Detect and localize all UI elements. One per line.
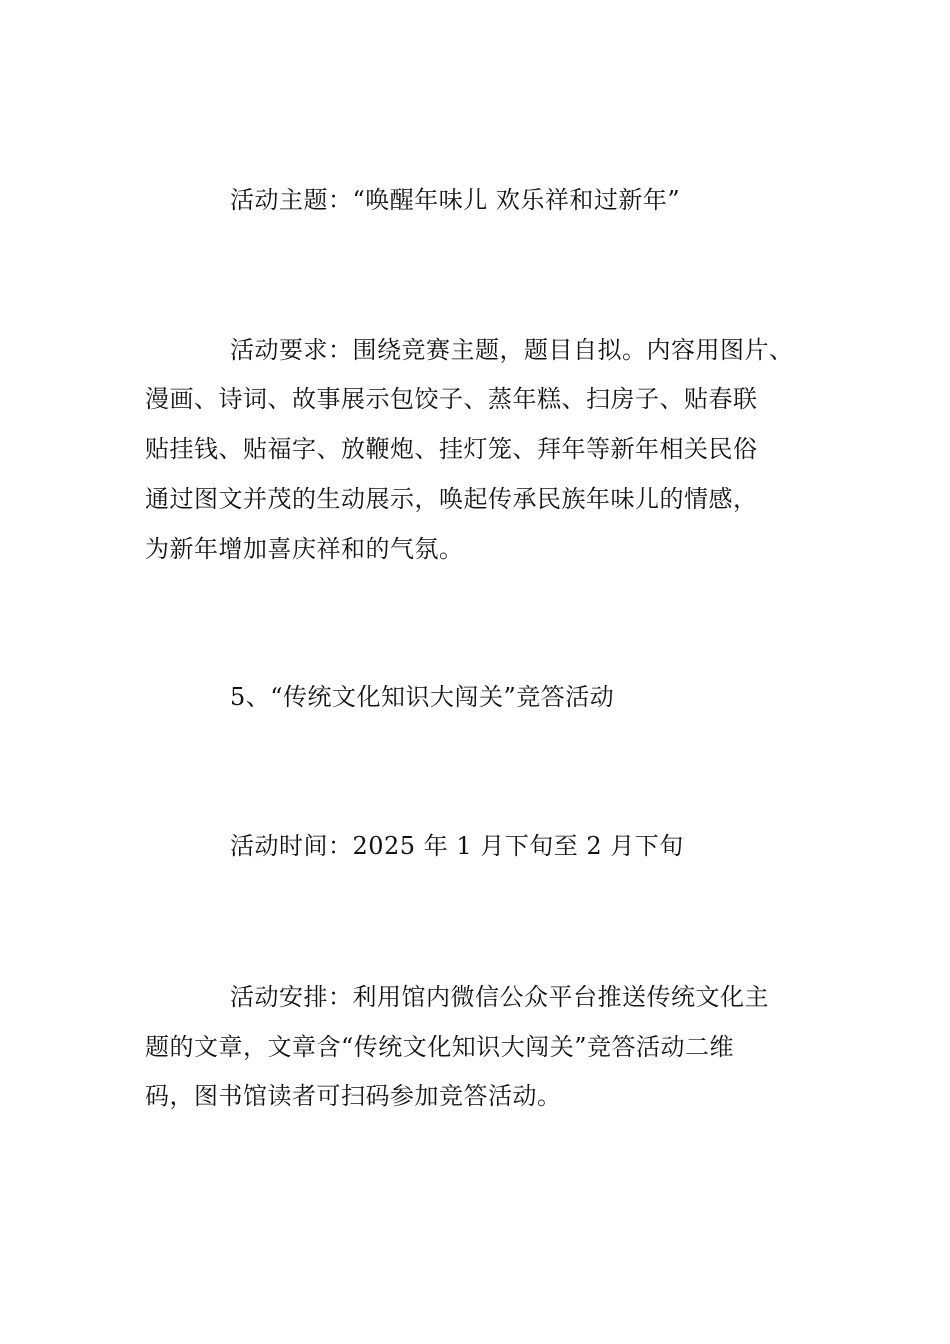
paragraph-line: 活动安排：利用馆内微信公众平台推送传统文化主: [230, 983, 769, 1011]
section-heading: 5、“传统文化知识大闯关”竞答活动: [230, 683, 615, 711]
paragraph-line: 通过图文并茂的生动展示，唤起传承民族年味儿的情感，: [145, 485, 758, 513]
paragraph-line: 贴挂钱、贴福字、放鞭炮、挂灯笼、拜年等新年相关民俗: [145, 435, 758, 463]
paragraph-line: 题的文章，文章含“传统文化知识大闯关”竞答活动二维: [145, 1033, 735, 1061]
paragraph-line: 码，图书馆读者可扫码参加竞答活动。: [145, 1082, 562, 1110]
activity-theme-line: 活动主题：“唤醒年味儿 欢乐祥和过新年”: [230, 186, 681, 214]
paragraph-line: 活动要求：围绕竞赛主题，题目自拟。内容用图片、: [230, 336, 794, 364]
paragraph-line: 为新年增加喜庆祥和的气氛。: [145, 535, 464, 563]
paragraph-line: 漫画、诗词、故事展示包饺子、蒸年糕、扫房子、贴春联: [145, 385, 758, 413]
activity-time-line: 活动时间：2025 年 1 月下旬至 2 月下旬: [230, 832, 684, 860]
